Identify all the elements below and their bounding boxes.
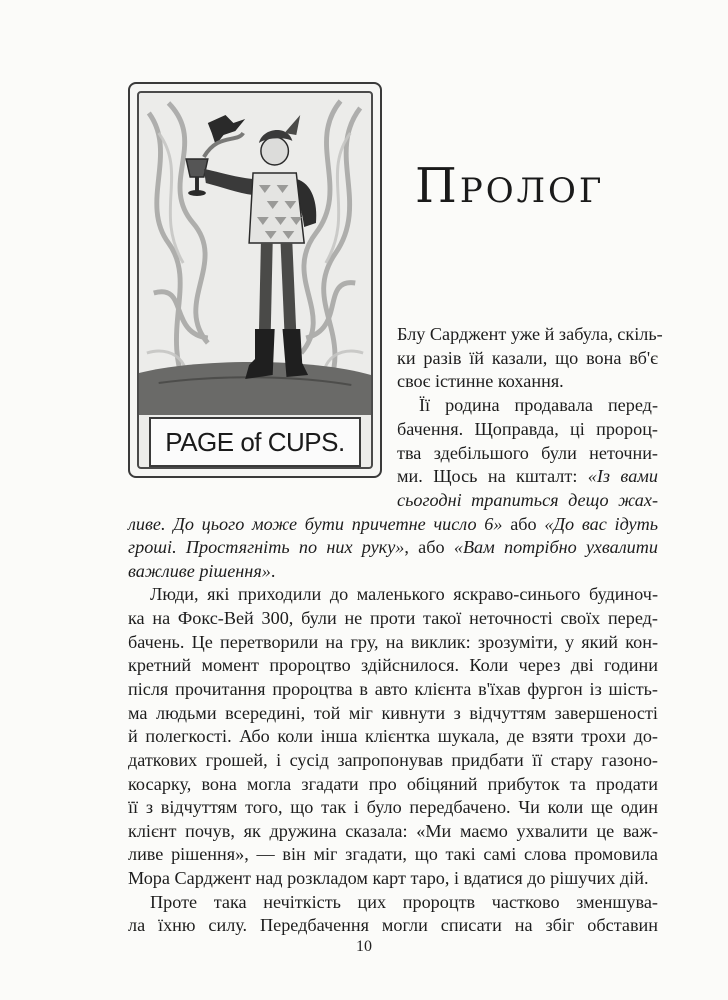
page-of-cups-illustration (139, 93, 371, 415)
italic-text-run: ливе. До цього може бути причетне число 6» (128, 514, 503, 534)
text-line (397, 491, 658, 509)
text-run: клієнт почув, як дружина сказала: «Ми маємо ухвалити це важ- (128, 821, 658, 841)
text-line (397, 324, 663, 344)
text-line (128, 751, 658, 769)
text-run: й полегкості. Або коли інша клієнтка шукала, де взяти трохи до- (128, 726, 658, 746)
text-run: косарку, вона могла згадати про обіцяний прибуток та продати (128, 774, 658, 794)
text-run: Проте така нечіткість цих пророцтв частково зменшува- (150, 892, 658, 912)
text-line (128, 869, 658, 887)
text-line (397, 372, 658, 390)
chapter-title: Пролог (415, 158, 605, 214)
page-number: 10 (356, 938, 372, 955)
text-line (128, 562, 658, 580)
text-run: бачення. Щоправда, ці пророц- (397, 419, 658, 439)
text-line (128, 609, 658, 627)
text-line (128, 585, 658, 603)
text-line (397, 467, 658, 485)
text-line (128, 680, 658, 698)
text-run: ла їхню силу. Передбачення могли списати на збіг обставин (128, 915, 658, 935)
text-line (128, 893, 658, 911)
text-run: Люди, які приходили до маленького яскраво-синього будиноч- (150, 584, 658, 604)
italic-text-run: сьогодні трапиться дещо жах- (397, 490, 658, 510)
italic-text-run: «Вам потрібно ухвалити (453, 537, 658, 557)
italic-text-run: «До вас ідуть (544, 514, 659, 534)
tarot-card-illustration (128, 82, 382, 478)
card-title-label: PAGE of CUPS. (149, 417, 361, 467)
text-line (128, 704, 658, 722)
text-run: Блу Сарджент уже й забула, скіль- (397, 324, 663, 344)
text-run: Її родина продавала перед- (419, 395, 658, 415)
text-line (397, 420, 658, 438)
italic-text-run: гроші. Простягніть по них руку» (128, 537, 405, 557)
text-run: своє істинне кохання. (397, 371, 564, 391)
text-run: ки разів їй казали, що вона вб'є (397, 348, 658, 368)
text-run: або (502, 514, 545, 534)
text-run: Мора Сарджент над розкладом карт таро, і вдатися до рішучих дій. (128, 868, 649, 888)
text-line (128, 916, 658, 934)
text-line (397, 396, 658, 414)
italic-text-run: «Із вами (587, 466, 658, 486)
text-line (128, 538, 658, 556)
text-line (128, 727, 658, 745)
text-line (128, 633, 658, 651)
text-run: її з відчуттям того, що так і було передбачено. Чи коли ще один (128, 797, 658, 817)
text-run: тва здебільшого були неточни- (397, 443, 658, 463)
text-line (128, 775, 658, 793)
text-line (397, 349, 658, 367)
text-line (397, 444, 658, 462)
text-line (128, 798, 658, 816)
text-run: ка на Фокс-Вей 300, були не проти такої неточності своїх перед- (128, 608, 658, 628)
text-run: даткових грошей, і сусід запропонував придбати її стару газоно- (128, 750, 658, 770)
text-run: ливе рішення», — він міг згадати, що такі самі слова промовила (128, 844, 658, 864)
text-run: кретний момент пророцтво здійснилося. Коли через дві години (128, 655, 658, 675)
text-run: ми. Щось на кшталт: (397, 466, 588, 486)
text-run: після прочитання пророцтва в авто клієнта в'їхав фургон із шість- (128, 679, 658, 699)
text-line (128, 845, 658, 863)
text-line (128, 515, 658, 533)
text-run: . (270, 561, 276, 581)
text-line (128, 822, 658, 840)
text-run: бачень. Це перетворили на гру, на виклик: зрозуміти, у який кон- (128, 632, 658, 652)
italic-text-run: важливе рішення» (128, 561, 271, 581)
text-line (128, 656, 658, 674)
text-run: , або (404, 537, 454, 557)
text-run: ма людьми всередині, той міг кивнути з відчуттям завершеності (128, 703, 658, 723)
